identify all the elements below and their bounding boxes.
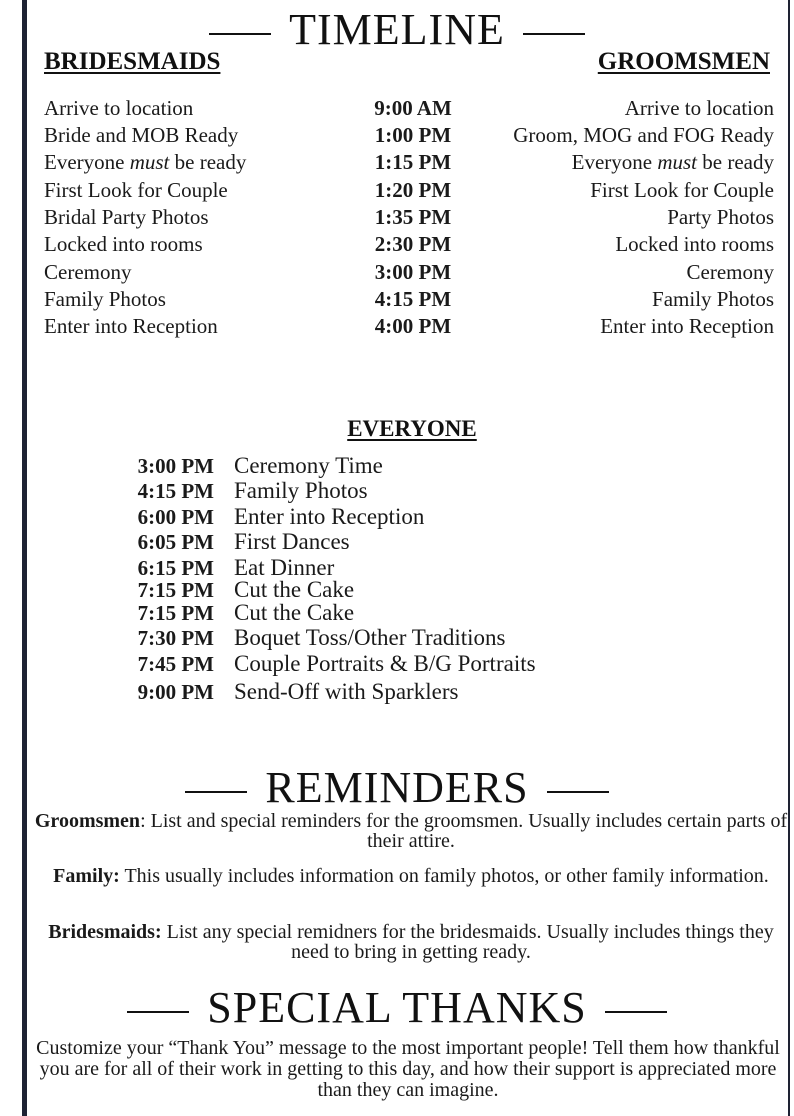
reminder-family — [30, 866, 792, 886]
timeline-time: 2:30 PM — [374, 232, 452, 256]
everyone-event: Cut the Cake — [234, 577, 355, 602]
everyone-event: Enter into Reception — [234, 504, 425, 529]
emphasis-text: must — [129, 150, 170, 174]
reminders-heading — [0, 762, 794, 814]
timeline-time: 9:00 AM — [374, 96, 452, 120]
everyone-time: 3:00 PM — [137, 454, 214, 478]
groomsmen-item: Party Photos — [667, 205, 774, 229]
heading-rule-right — [523, 33, 585, 35]
everyone-time: 7:45 PM — [137, 652, 214, 676]
groomsmen-column-title: GROOMSMEN — [597, 48, 770, 75]
groomsmen-item: Enter into Reception — [600, 314, 774, 338]
bridesmaids-item: Locked into rooms — [44, 232, 203, 256]
reminder-groomsmen — [30, 811, 792, 851]
timeline-time: 4:00 PM — [374, 314, 452, 338]
everyone-time: 7:15 PM — [137, 578, 214, 602]
everyone-event: Send-Off with Sparklers — [234, 679, 459, 704]
bridesmaids-column-title: BRIDESMAIDS — [44, 48, 221, 75]
timeline-heading-text: TIMELINE — [289, 5, 505, 54]
groomsmen-item: Everyone must be ready — [571, 150, 774, 174]
groomsmen-item: Locked into rooms — [615, 232, 774, 256]
everyone-section-title: EVERYONE — [347, 416, 477, 441]
emphasis-text: must — [657, 150, 698, 174]
heading-rule-left — [127, 1011, 189, 1013]
everyone-event: Boquet Toss/Other Traditions — [234, 625, 506, 650]
heading-rule-left — [185, 791, 247, 793]
reminder-label: Groomsmen — [34, 810, 141, 832]
special-thanks-heading-text: SPECIAL THANKS — [207, 983, 587, 1032]
everyone-event: Ceremony Time — [234, 453, 383, 478]
reminder-text: : List and special reminders for the groomsmen. Usually includes certain parts of their attire. — [140, 810, 788, 852]
everyone-time: 6:00 PM — [137, 505, 214, 529]
everyone-event: Eat Dinner — [234, 555, 335, 580]
everyone-time: 7:15 PM — [137, 601, 214, 625]
heading-rule-right — [605, 1011, 667, 1013]
bridesmaids-item: Bridal Party Photos — [44, 205, 209, 229]
everyone-event: First Dances — [234, 529, 350, 554]
everyone-event: Family Photos — [234, 478, 368, 503]
everyone-event: Cut the Cake — [234, 600, 355, 625]
bridesmaids-item: Ceremony — [44, 260, 132, 284]
groomsmen-item: Arrive to location — [624, 96, 774, 120]
bridesmaids-item: Family Photos — [44, 287, 166, 311]
reminders-heading-text: REMINDERS — [265, 763, 529, 812]
groomsmen-item: Family Photos — [652, 287, 774, 311]
everyone-event: Couple Portraits & B/G Portraits — [234, 651, 536, 676]
reminder-bridesmaids — [30, 922, 792, 962]
heading-rule-left — [209, 33, 271, 35]
groomsmen-item: Ceremony — [686, 260, 774, 284]
special-thanks-message: Customize your “Thank You” message to the most important people! Tell them how thankful you are for all of their work in getting to this day, and how their support is appreciated more than they can imagine. — [36, 1037, 780, 1101]
timeline-time: 1:00 PM — [374, 123, 452, 147]
reminder-label: Family: — [53, 865, 120, 887]
timeline-time: 1:35 PM — [374, 205, 452, 229]
timeline-time: 3:00 PM — [374, 260, 452, 284]
bridesmaids-item: Arrive to location — [44, 96, 194, 120]
bridesmaids-item: Bride and MOB Ready — [44, 123, 239, 147]
bridesmaids-item: Enter into Reception — [44, 314, 218, 338]
groomsmen-item: Groom, MOG and FOG Ready — [513, 123, 774, 147]
timeline-time: 1:20 PM — [374, 178, 452, 202]
everyone-time: 7:30 PM — [137, 626, 214, 650]
timeline-time: 4:15 PM — [374, 287, 452, 311]
groomsmen-item: First Look for Couple — [590, 178, 774, 202]
special-thanks-heading — [0, 982, 794, 1034]
timeline-time: 1:15 PM — [374, 150, 452, 174]
reminder-label: Bridesmaids: — [48, 921, 162, 943]
heading-rule-right — [547, 791, 609, 793]
bridesmaids-item: Everyone must be ready — [44, 150, 247, 174]
reminder-text: This usually includes information on family photos, or other family information. — [119, 865, 769, 887]
left-border-line — [22, 0, 27, 1116]
everyone-time: 6:05 PM — [137, 530, 214, 554]
everyone-time: 6:15 PM — [137, 556, 214, 580]
reminder-text: List any special remidners for the bridesmaids. Usually includes things they need to bring in getting ready. — [161, 921, 774, 963]
everyone-time: 4:15 PM — [137, 479, 214, 503]
bridesmaids-item: First Look for Couple — [44, 178, 228, 202]
everyone-time: 9:00 PM — [137, 680, 214, 704]
